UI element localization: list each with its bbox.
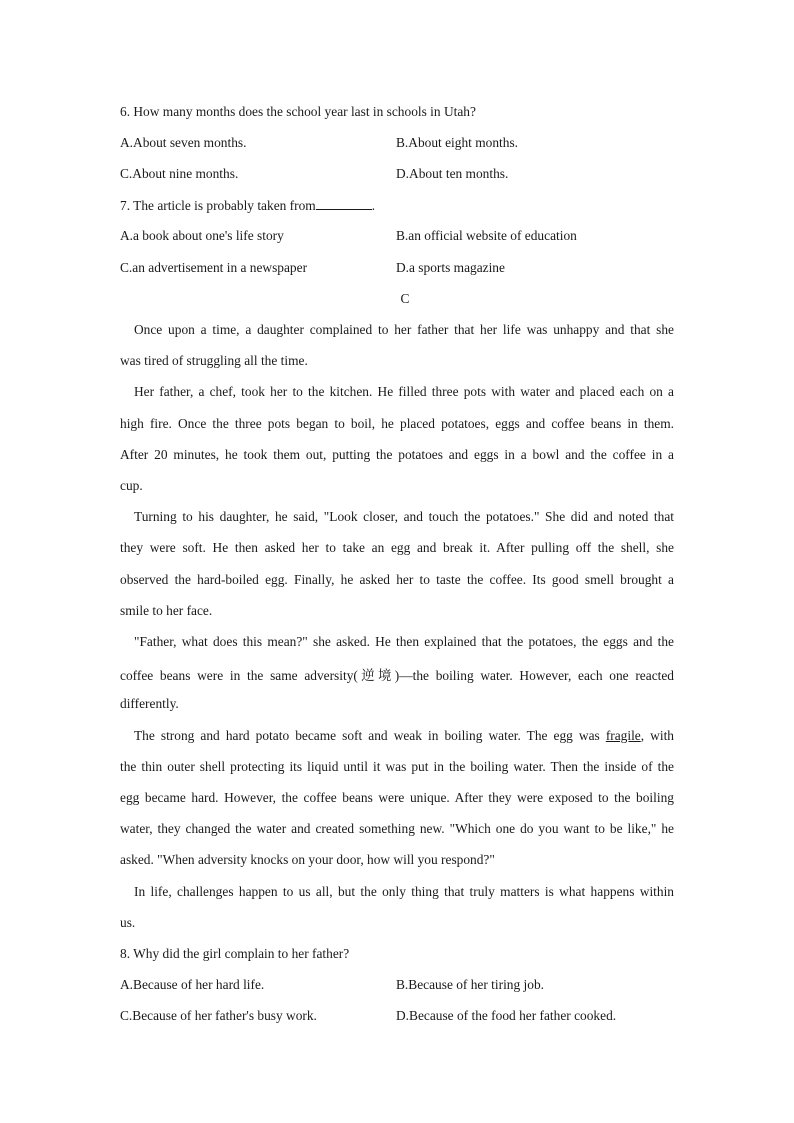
question-7-option-d: D.a sports magazine xyxy=(396,260,505,275)
question-6-option-c: C.About nine months. xyxy=(120,166,239,181)
question-6-option-b: B.About eight months. xyxy=(396,135,519,150)
passage-p2-line: After 20 minutes, he took them out, putting the potatoes and eggs in a bowl and the coffee in a xyxy=(120,447,674,462)
passage-p2-line: high fire. Once the three pots began to boil, he placed potatoes, eggs and coffee beans in them. xyxy=(120,416,674,431)
section-letter: C xyxy=(400,291,410,306)
passage-p4-line: differently. xyxy=(120,696,179,711)
passage-p5-text: The strong and hard potato became soft and weak in boiling water. The egg was xyxy=(134,728,606,743)
question-7-stem-text: 7. The article is probably taken from xyxy=(120,198,316,213)
passage-p4-line: coffee beans were in the same adversity(逆境)—the boiling water. However, each one reacted xyxy=(120,668,674,683)
passage-p3-line: they were soft. He then asked her to take an egg and break it. After pulling off the shell, she xyxy=(120,540,674,555)
passage-p5-line: the thin outer shell protecting its liquid until it was put in the boiling water. Then the inside of the xyxy=(120,759,674,774)
passage-p3-line: observed the hard-boiled egg. Finally, he asked her to taste the coffee. Its good smell brought a xyxy=(120,572,674,587)
passage-p4-line: "Father, what does this mean?" she asked. He then explained that the potatoes, the eggs and the xyxy=(134,634,674,649)
passage-p1-line: was tired of struggling all the time. xyxy=(120,353,308,368)
answer-blank xyxy=(316,197,372,210)
question-6-option-d: D.About ten months. xyxy=(396,166,509,181)
underlined-word: fragile xyxy=(605,728,641,743)
passage-p1-line: Once upon a time, a daughter complained to her father that her life was unhappy and that she xyxy=(134,322,674,337)
question-6-option-a: A.About seven months. xyxy=(120,135,247,150)
passage-p2-line: cup. xyxy=(120,478,143,493)
passage-p3-line: Turning to his daughter, he said, "Look closer, and touch the potatoes." She did and noted that xyxy=(134,509,674,524)
question-8-option-b: B.Because of her tiring job. xyxy=(396,977,545,992)
passage-p3-line: smile to her face. xyxy=(120,603,213,618)
passage-p6-line: In life, challenges happen to us all, but the only thing that truly matters is what happens within xyxy=(134,884,674,899)
passage-p5-line: asked. "When adversity knocks on your door, how will you respond?" xyxy=(120,852,495,867)
question-8-stem: 8. Why did the girl complain to her father? xyxy=(120,946,350,961)
question-8-option-a: A.Because of her hard life. xyxy=(120,977,265,992)
question-7-stem xyxy=(120,197,674,214)
passage-p2-line: Her father, a chef, took her to the kitchen. He filled three pots with water and placed each on a xyxy=(134,384,674,399)
passage-p5-line xyxy=(134,728,674,744)
question-6-stem: 6. How many months does the school year last in schools in Utah? xyxy=(120,104,476,119)
question-8-option-c: C.Because of her father's busy work. xyxy=(120,1008,317,1023)
question-7-option-a: A.a book about one's life story xyxy=(120,228,284,243)
passage-p5-text: , with xyxy=(640,728,674,743)
question-7-stem-end: . xyxy=(371,198,376,213)
question-8-option-d: D.Because of the food her father cooked. xyxy=(396,1008,617,1023)
passage-p5-line: water, they changed the water and created something new. "Which one do you want to be like," he xyxy=(120,821,674,836)
passage-p5-line: egg became hard. However, the coffee beans were unique. After they were exposed to the boiling xyxy=(120,790,674,805)
passage-p6-line: us. xyxy=(120,915,136,930)
question-7-option-b: B.an official website of education xyxy=(396,228,577,243)
question-7-option-c: C.an advertisement in a newspaper xyxy=(120,260,308,275)
